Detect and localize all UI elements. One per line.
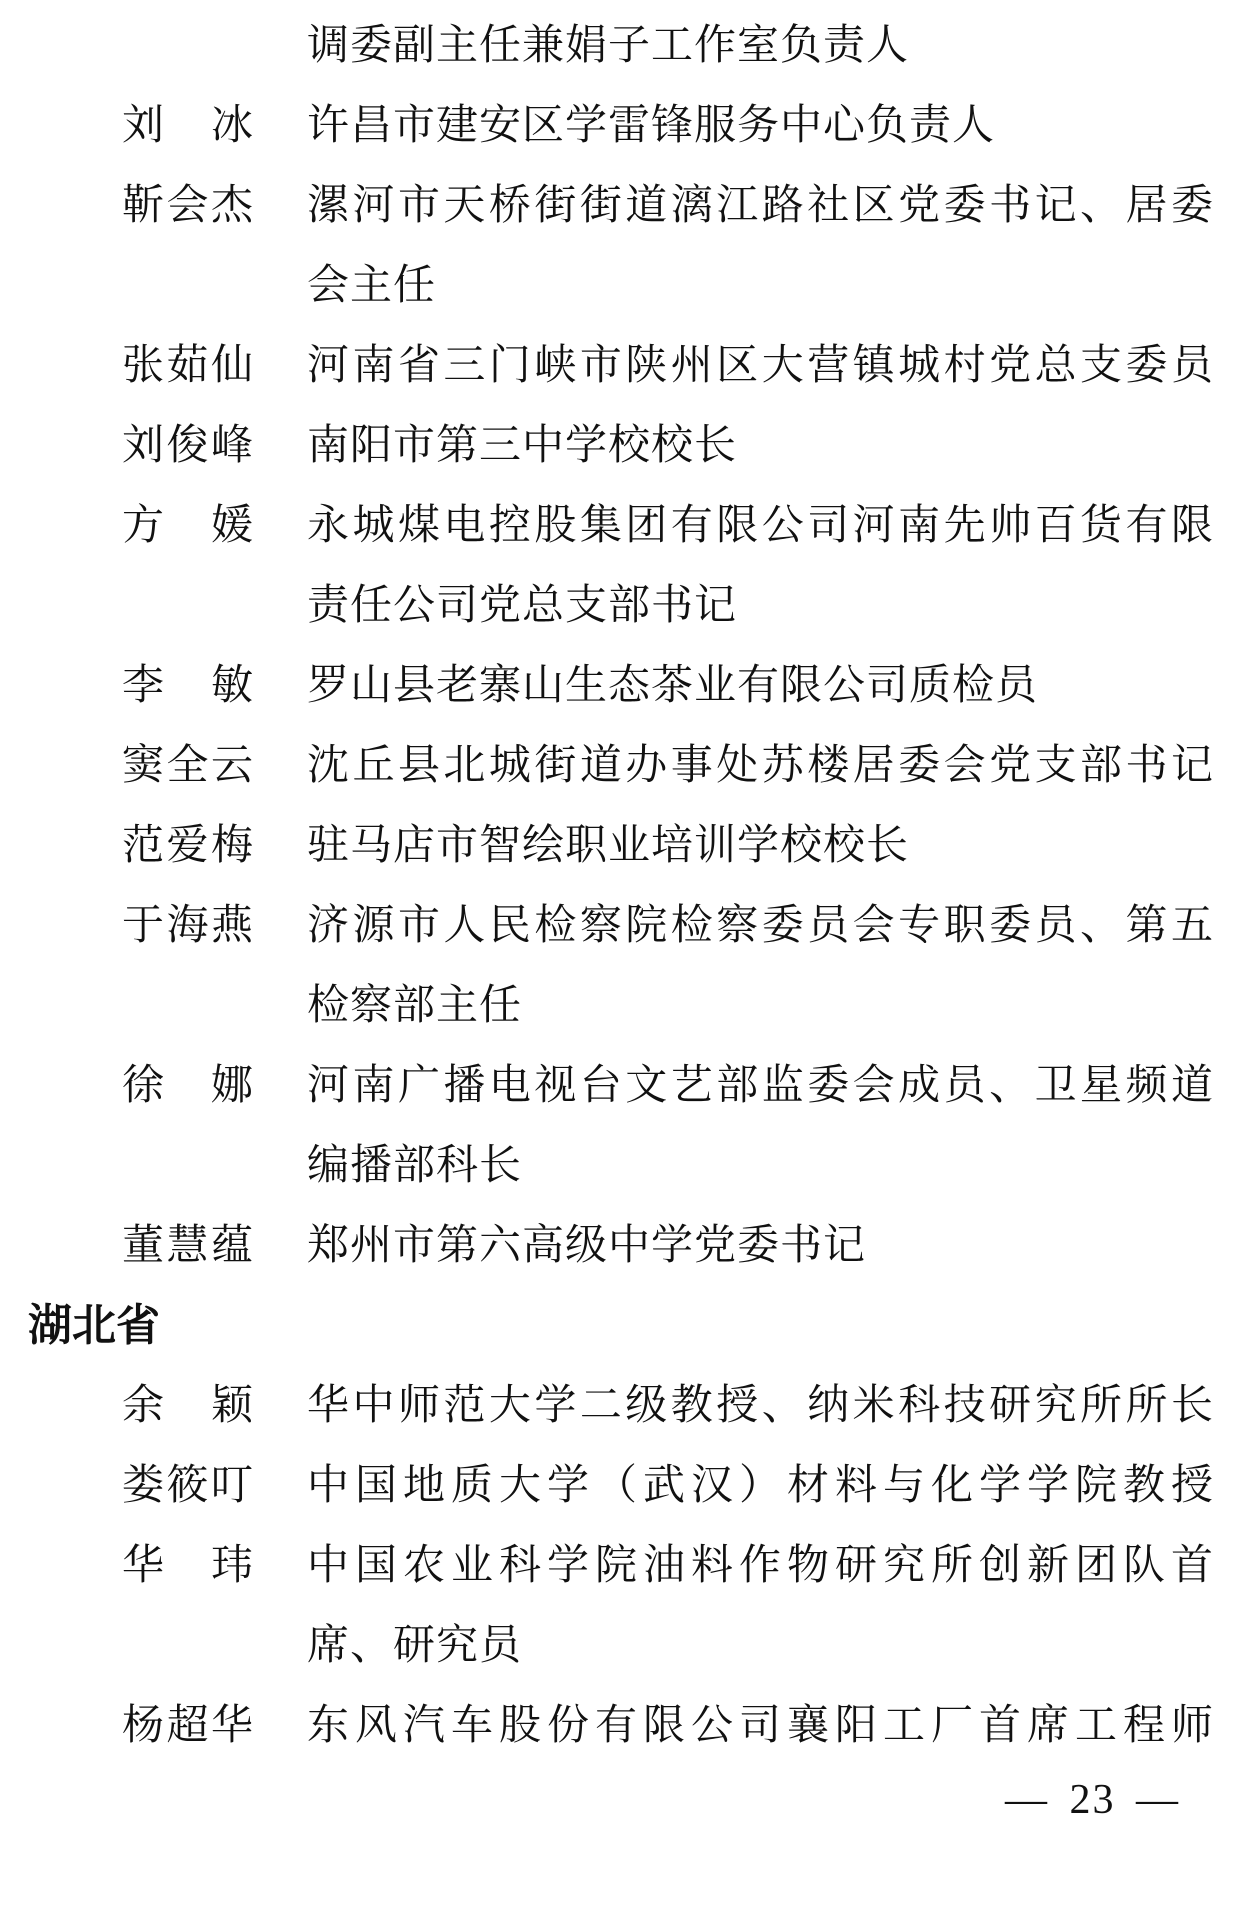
person-title: 驻马店市智绘职业培训学校校长 [307,823,910,869]
list-row [0,566,1242,646]
list-row [0,1686,1242,1766]
list-row [0,246,1242,326]
list-row [0,806,1242,886]
person-name: 华玮 [122,1543,253,1589]
list-row [0,6,1242,86]
person-title: 会主任 [307,263,437,309]
honor-roll-list [0,6,1242,1766]
person-title: 河南广播电视台文艺部监委会成员、卫星频道 [307,1063,1213,1109]
person-name: 刘冰 [122,103,253,149]
person-title: 席、研究员 [307,1623,523,1669]
list-row [0,966,1242,1046]
person-title: 责任公司党总支部书记 [307,583,738,629]
person-name: 窦全云 [122,743,253,789]
person-name: 靳会杰 [122,183,253,229]
page-number: — 23 — [1005,1777,1180,1823]
person-name [122,966,253,1046]
list-row [0,326,1242,406]
person-name [122,566,253,646]
person-name [122,246,253,326]
person-name [122,6,253,86]
list-row [0,726,1242,806]
person-title: 许昌市建安区学雷锋服务中心负责人 [307,103,996,149]
list-row [0,1526,1242,1606]
person-title: 检察部主任 [307,983,523,1029]
list-row [0,1206,1242,1286]
person-name: 徐娜 [122,1063,253,1109]
list-row [0,406,1242,486]
person-name: 娄筱叮 [122,1463,253,1509]
person-title: 沈丘县北城街道办事处苏楼居委会党支部书记 [307,743,1213,789]
list-row [0,1126,1242,1206]
person-title: 河南省三门峡市陕州区大营镇城村党总支委员 [307,343,1213,389]
list-row [0,166,1242,246]
person-name: 于海燕 [122,903,253,949]
person-title: 编播部科长 [307,1143,523,1189]
person-title: 中国农业科学院油料作物研究所创新团队首 [307,1543,1213,1589]
person-title: 调委副主任兼娟子工作室负责人 [307,23,910,69]
person-name: 李敏 [122,663,253,709]
person-title: 华中师范大学二级教授、纳米科技研究所所长 [307,1383,1213,1429]
section-header: 湖北省 [28,1301,160,1350]
section-row [0,1286,1242,1366]
person-title: 罗山县老寨山生态茶业有限公司质检员 [307,663,1039,709]
person-name: 方媛 [122,503,253,549]
person-title: 中国地质大学（武汉）材料与化学学院教授 [307,1463,1213,1509]
person-name: 刘俊峰 [122,423,253,469]
person-title: 漯河市天桥街街道漓江路社区党委书记、居委 [307,183,1213,229]
list-row [0,1046,1242,1126]
person-name: 余颖 [122,1383,253,1429]
person-title: 永城煤电控股集团有限公司河南先帅百货有限 [307,503,1213,549]
person-name: 张茹仙 [122,343,253,389]
person-name: 董慧蕴 [122,1223,253,1269]
list-row [0,486,1242,566]
list-row [0,1366,1242,1446]
list-row [0,86,1242,166]
list-row [0,1606,1242,1686]
person-name [122,1126,253,1206]
person-name [122,1606,253,1686]
list-row [0,886,1242,966]
person-name: 范爱梅 [122,823,253,869]
person-title: 南阳市第三中学校校长 [307,423,738,469]
list-row [0,1446,1242,1526]
person-title: 东风汽车股份有限公司襄阳工厂首席工程师 [307,1703,1213,1749]
person-title: 济源市人民检察院检察委员会专职委员、第五 [307,903,1213,949]
person-name: 杨超华 [122,1703,253,1749]
person-title: 郑州市第六高级中学党委书记 [307,1223,867,1269]
list-row [0,646,1242,726]
